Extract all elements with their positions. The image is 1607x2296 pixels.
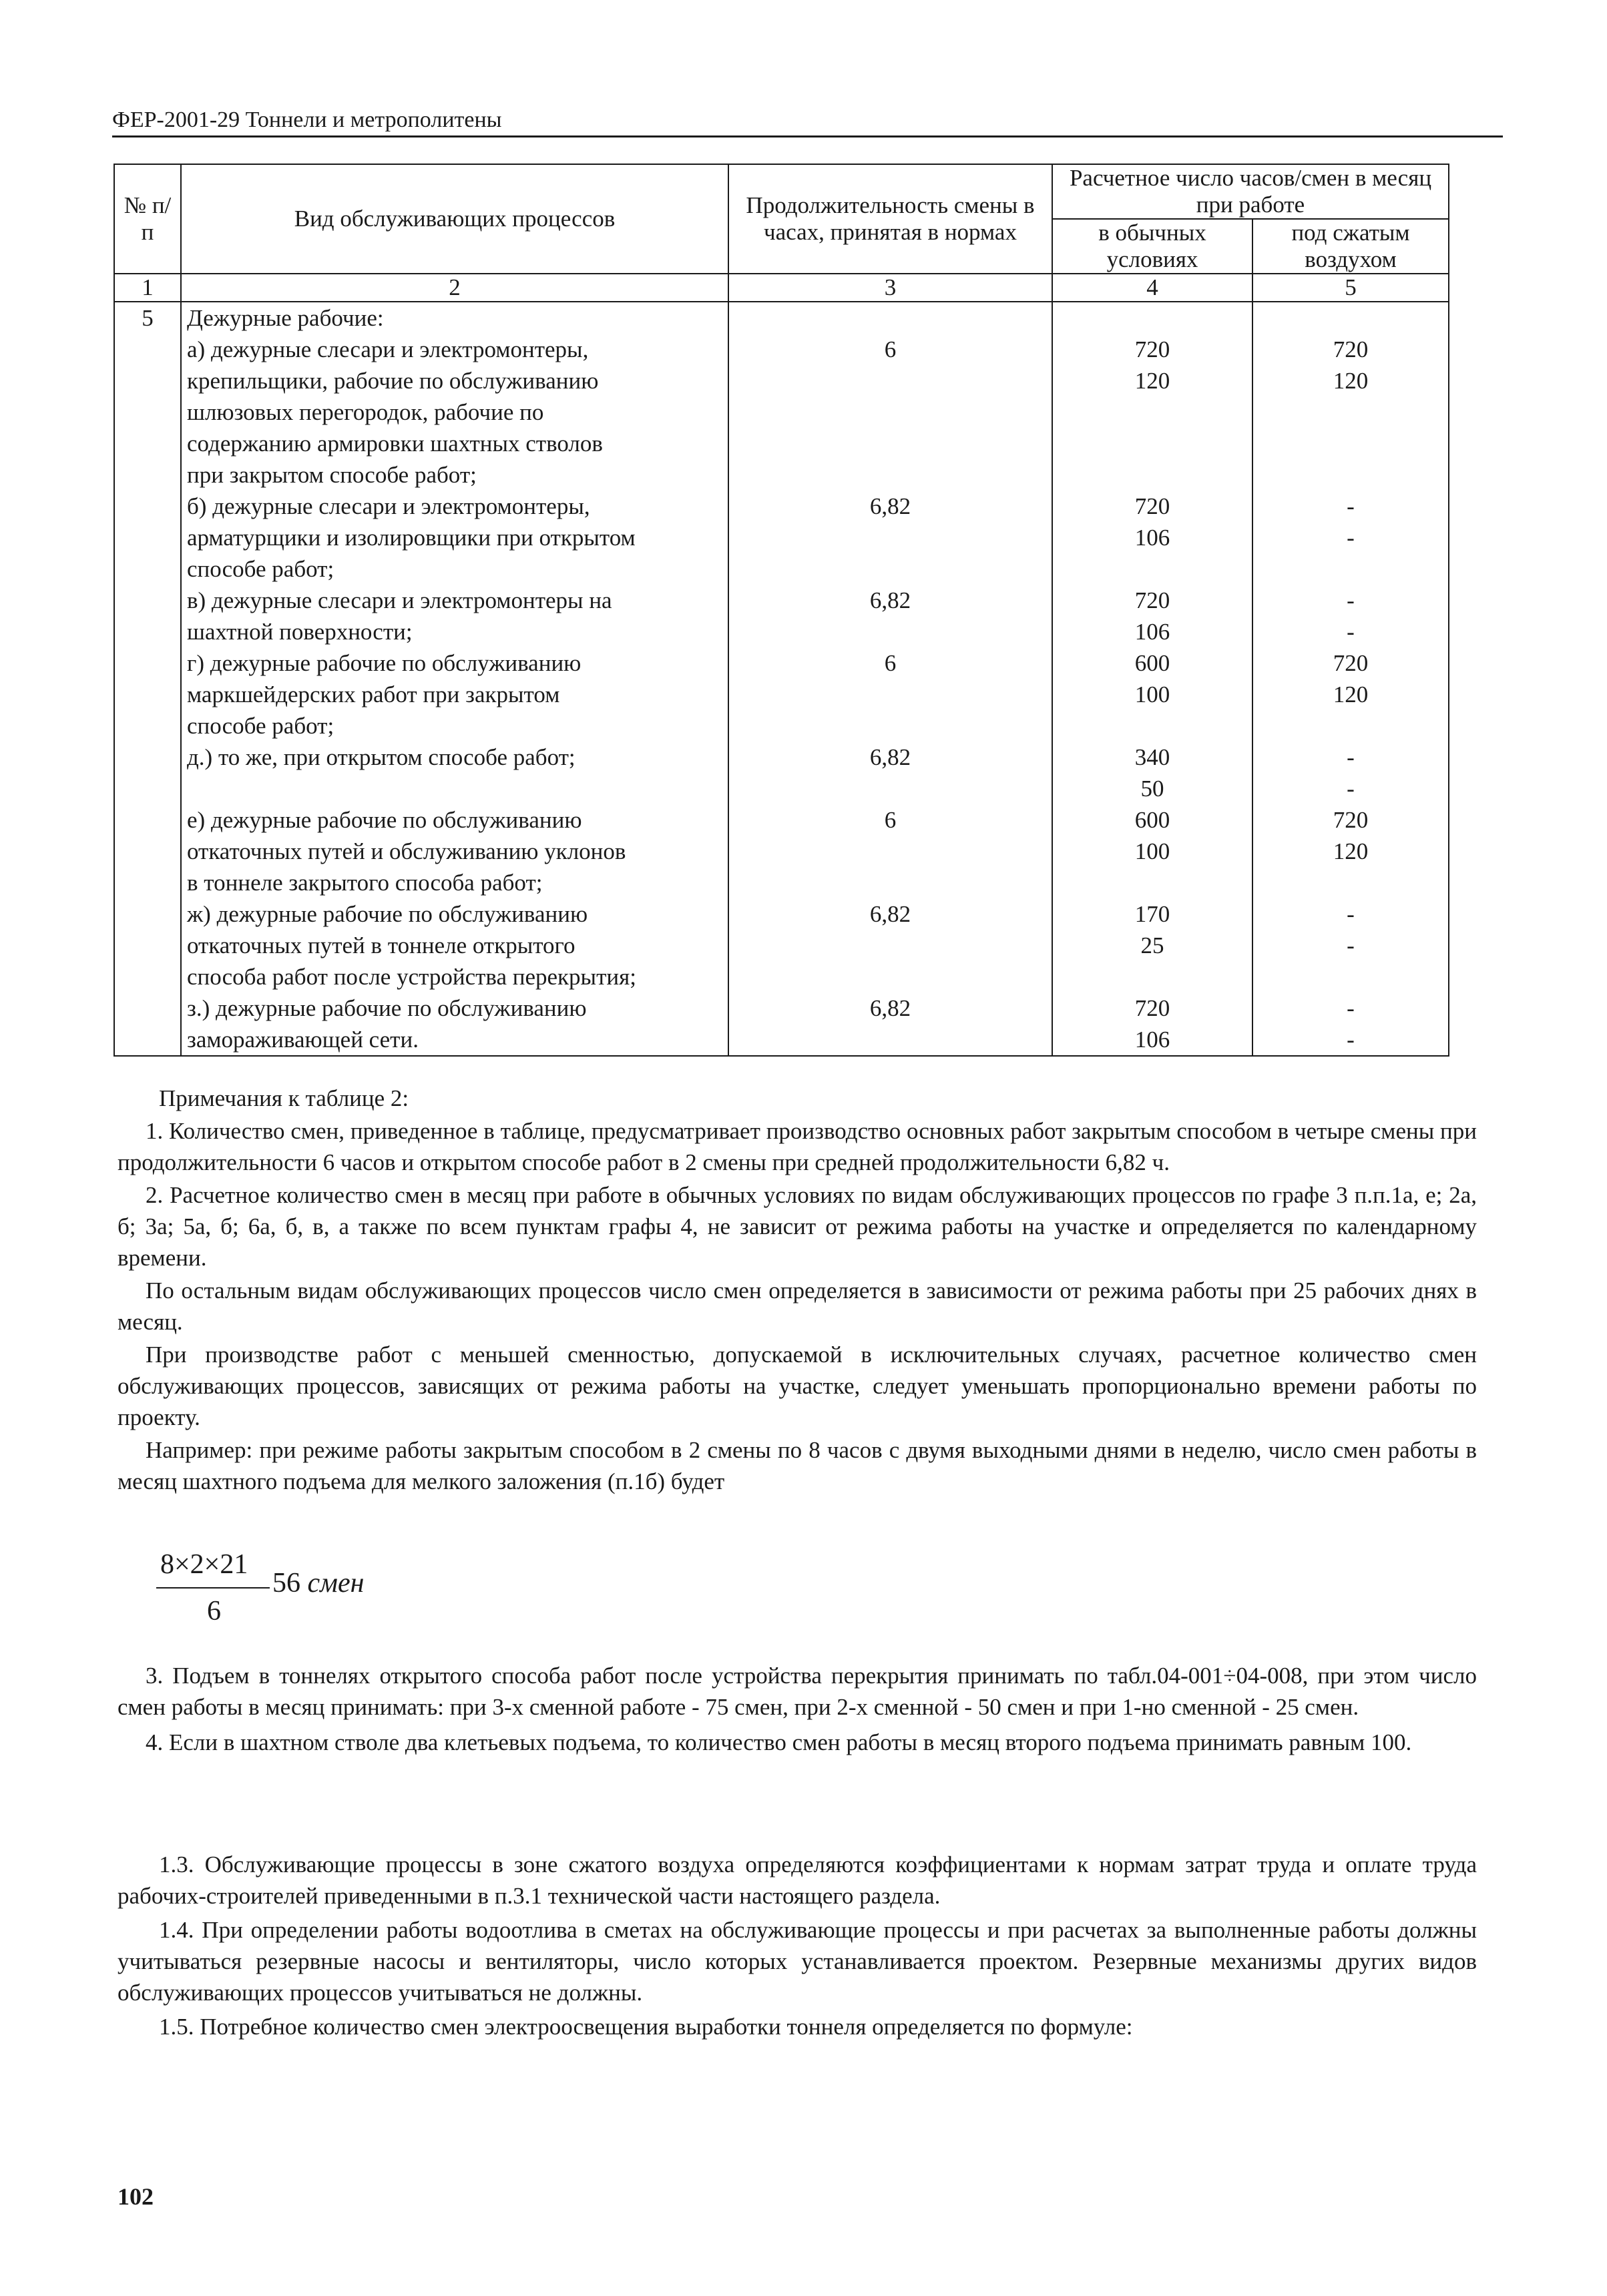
process-description bbox=[181, 742, 728, 804]
description-line: способа работ после устройства перекрытия; bbox=[187, 964, 636, 990]
duration-cell bbox=[728, 804, 1052, 898]
normal-value: 600 bbox=[1134, 807, 1170, 833]
normal-value: 50 bbox=[1140, 776, 1164, 802]
air-value: - bbox=[1347, 587, 1355, 613]
normal-value: 720 bbox=[1134, 336, 1170, 362]
description-line: откаточных путей в тоннеле открытого bbox=[187, 932, 576, 958]
table-row bbox=[114, 898, 1449, 992]
note-paragraph: При производстве работ с меньшей сменностью, допускаемой в исключительных случаях, расчетное количество смен обслуживающих процессов, зависящих от режима работы на участке, следует уменьшать пропорционально времени работы по проекту. bbox=[118, 1342, 1477, 1430]
table-notes-continued bbox=[118, 1660, 1477, 1762]
description-line: б) дежурные слесари и электромонтеры, bbox=[187, 493, 590, 519]
section-paragraph: 1.3. Обслуживающие процессы в зоне сжатого воздуха определяются коэффициентами к нормам затрат труда и оплате труда рабочих-строителей приведенными в п.3.1 технической части настоящего раздела. bbox=[118, 1851, 1477, 1909]
formula-result-value: 56 bbox=[272, 1568, 300, 1599]
normal-value: 100 bbox=[1134, 681, 1170, 707]
process-description bbox=[181, 898, 728, 992]
description-line: при закрытом способе работ; bbox=[187, 462, 477, 488]
description-line: крепильщики, рабочие по обслуживанию bbox=[187, 368, 599, 394]
air-value: 720 bbox=[1333, 650, 1369, 676]
normal-value: 720 bbox=[1134, 587, 1170, 613]
duration-cell bbox=[728, 647, 1052, 742]
normal-value: 106 bbox=[1134, 1027, 1170, 1053]
duration-value: 6 bbox=[884, 336, 897, 362]
duration-cell bbox=[728, 585, 1052, 647]
description-line: з.) дежурные рабочие по обслуживанию bbox=[187, 995, 587, 1021]
duration-cell bbox=[728, 491, 1052, 585]
air-value: - bbox=[1347, 619, 1355, 645]
process-description bbox=[181, 585, 728, 647]
section-text bbox=[118, 1849, 1477, 2045]
column-number: 1 bbox=[114, 274, 181, 302]
row-heading: Дежурные рабочие: bbox=[181, 302, 728, 334]
compressed-air-cell bbox=[1252, 992, 1449, 1056]
description-line: содержанию армировки шахтных стволов bbox=[187, 431, 603, 457]
normal-value: 106 bbox=[1134, 525, 1170, 551]
notes-title: Примечания к таблице 2: bbox=[159, 1085, 409, 1111]
compressed-air-cell bbox=[1252, 491, 1449, 585]
normal-conditions-cell bbox=[1052, 585, 1252, 647]
air-value: 120 bbox=[1333, 681, 1369, 707]
table-row bbox=[114, 992, 1449, 1056]
header-normal: в обычных условиях bbox=[1052, 219, 1252, 274]
air-value: 120 bbox=[1333, 368, 1369, 394]
duration-cell bbox=[728, 992, 1052, 1056]
normal-conditions-cell bbox=[1052, 804, 1252, 898]
duration-value: 6 bbox=[884, 807, 897, 833]
description-line bbox=[187, 773, 722, 804]
air-value: 720 bbox=[1333, 807, 1369, 833]
compressed-air-cell bbox=[1252, 334, 1449, 491]
compressed-air-cell bbox=[1252, 742, 1449, 804]
fraction-bar bbox=[156, 1587, 270, 1589]
page-header: ФЕР-2001-29 Тоннели и метрополитены bbox=[112, 107, 502, 132]
page-number: 102 bbox=[118, 2183, 154, 2210]
duration-cell bbox=[728, 334, 1052, 491]
duration-value: 6,82 bbox=[869, 744, 911, 770]
note-paragraph: 1. Количество смен, приведенное в таблице, предусматривает производство основных работ закрытым способом в четыре смены при продолжительности 6 часов и открытом способе работ в 2 смены при средней продолжительности 6,82 ч. bbox=[118, 1118, 1477, 1175]
column-number: 5 bbox=[1252, 274, 1449, 302]
column-number: 2 bbox=[181, 274, 728, 302]
normal-value: 720 bbox=[1134, 493, 1170, 519]
table-notes bbox=[118, 1083, 1477, 1498]
note-paragraph: 2. Расчетное количество смен в месяц при работе в обычных условиях по видам обслуживающих процессов по графе 3 п.п.1а, е; 2а, б; 3а; 5а, б; 6а, б, в, а также по всем пунктам графы 4, не зависит от режима работы на участке и определяется по календарному времени. bbox=[118, 1182, 1477, 1271]
normal-conditions-cell bbox=[1052, 647, 1252, 742]
duration-value: 6,82 bbox=[869, 995, 911, 1021]
note-paragraph: По остальным видам обслуживающих процессов число смен определяется в зависимости от режима работы при 25 рабочих днях в месяц. bbox=[118, 1277, 1477, 1335]
description-line: шахтной поверхности; bbox=[187, 619, 413, 645]
header-air: под сжатым воздухом bbox=[1252, 219, 1449, 274]
description-line: шлюзовых перегородок, рабочие по bbox=[187, 399, 544, 425]
description-line: замораживающей сети. bbox=[187, 1027, 419, 1053]
air-value: - bbox=[1347, 776, 1355, 802]
formula-unit: смен bbox=[307, 1568, 365, 1599]
normal-conditions-cell bbox=[1052, 742, 1252, 804]
process-description bbox=[181, 491, 728, 585]
description-line: в тоннеле закрытого способа работ; bbox=[187, 870, 543, 896]
description-line: ж) дежурные рабочие по обслуживанию bbox=[187, 901, 588, 927]
header-no: № п/п bbox=[114, 164, 181, 274]
compressed-air-cell bbox=[1252, 898, 1449, 992]
formula-numerator: 8×2×21 bbox=[160, 1549, 248, 1580]
process-description bbox=[181, 647, 728, 742]
column-number: 3 bbox=[728, 274, 1052, 302]
normal-value: 106 bbox=[1134, 619, 1170, 645]
header-calc: Расчетное число часов/смен в месяц при работе bbox=[1052, 164, 1449, 219]
description-line: способе работ; bbox=[187, 556, 334, 582]
normal-conditions-cell bbox=[1052, 334, 1252, 491]
description-line: в) дежурные слесари и электромонтеры на bbox=[187, 587, 612, 613]
formula-result bbox=[272, 1567, 364, 1599]
process-description bbox=[181, 992, 728, 1056]
duration-cell bbox=[728, 742, 1052, 804]
duration-value: 6 bbox=[884, 650, 897, 676]
process-description bbox=[181, 804, 728, 898]
air-value: - bbox=[1347, 995, 1355, 1021]
normal-value: 340 bbox=[1134, 744, 1170, 770]
note-paragraph: 3. Подъем в тоннелях открытого способа работ после устройства перекрытия принимать по табл.04-001÷04-008, при этом число смен работы в месяц принимать: при 3-х сменной работе - 75 смен, при 2-х сменной - 50 смен и при 1-но сменной - 25 смен. bbox=[118, 1663, 1477, 1720]
normal-conditions-cell bbox=[1052, 491, 1252, 585]
process-description bbox=[181, 334, 728, 491]
column-number: 4 bbox=[1052, 274, 1252, 302]
normal-value: 600 bbox=[1134, 650, 1170, 676]
air-value: - bbox=[1347, 932, 1355, 958]
duration-value: 6,82 bbox=[869, 901, 911, 927]
table-row bbox=[114, 585, 1449, 647]
air-value: 120 bbox=[1333, 838, 1369, 864]
description-line: е) дежурные рабочие по обслуживанию bbox=[187, 807, 582, 833]
row-number: 5 bbox=[114, 302, 181, 334]
note-paragraph: Например: при режиме работы закрытым способом в 2 смены по 8 часов с двумя выходными днями в неделю, число смен работы в месяц шахтного подъема для мелкого заложения (п.1б) будет bbox=[118, 1437, 1477, 1494]
description-line: д.) то же, при открытом способе работ; bbox=[187, 744, 576, 770]
normal-value: 120 bbox=[1134, 368, 1170, 394]
header-duration: Продолжительность смены в часах, принятая в нормах bbox=[728, 164, 1052, 274]
description-line: откаточных путей и обслуживанию уклонов bbox=[187, 838, 626, 864]
table-row bbox=[114, 804, 1449, 898]
table-row bbox=[114, 742, 1449, 804]
table-row bbox=[114, 302, 1449, 334]
duration-cell bbox=[728, 898, 1052, 992]
formula-denominator: 6 bbox=[207, 1596, 221, 1627]
table-row bbox=[114, 334, 1449, 491]
description-line: а) дежурные слесари и электромонтеры, bbox=[187, 336, 589, 362]
normal-value: 25 bbox=[1140, 932, 1164, 958]
description-line: способе работ; bbox=[187, 713, 334, 739]
air-value: - bbox=[1347, 493, 1355, 519]
compressed-air-cell bbox=[1252, 647, 1449, 742]
section-paragraph: 1.4. При определении работы водоотлива в сметах на обслуживающие процессы и при расчетах за выполненные работы должны учитываться резервные насосы и вентиляторы, число которых устанавливается проектом. Резервные механизмы других видов обслуживающих процессов учитываться не должны. bbox=[118, 1917, 1477, 2006]
section-paragraph: 1.5. Потребное количество смен электроосвещения выработки тоннеля определяется по формуле: bbox=[159, 2014, 1133, 2040]
normal-conditions-cell bbox=[1052, 898, 1252, 992]
table-row bbox=[114, 491, 1449, 585]
air-value: - bbox=[1347, 525, 1355, 551]
normal-value: 100 bbox=[1134, 838, 1170, 864]
normal-conditions-cell bbox=[1052, 992, 1252, 1056]
description-line: г) дежурные рабочие по обслуживанию bbox=[187, 650, 582, 676]
normal-value: 720 bbox=[1134, 995, 1170, 1021]
duration-value: 6,82 bbox=[869, 587, 911, 613]
air-value: - bbox=[1347, 901, 1355, 927]
header-rule bbox=[112, 135, 1503, 137]
compressed-air-cell bbox=[1252, 804, 1449, 898]
normal-value: 170 bbox=[1134, 901, 1170, 927]
duration-value: 6,82 bbox=[869, 493, 911, 519]
description-line: арматурщики и изолировщики при открытом bbox=[187, 525, 636, 551]
description-line: маркшейдерских работ при закрытом bbox=[187, 681, 560, 707]
table-row bbox=[114, 647, 1449, 742]
air-value: - bbox=[1347, 1027, 1355, 1053]
air-value: - bbox=[1347, 744, 1355, 770]
header-process: Вид обслуживающих процессов bbox=[181, 164, 728, 274]
note-paragraph: 4. Если в шахтном стволе два клетьевых подъема, то количество смен работы в месяц второго подъема принимать равным 100. bbox=[146, 1729, 1412, 1755]
air-value: 720 bbox=[1333, 336, 1369, 362]
compressed-air-cell bbox=[1252, 585, 1449, 647]
norms-table bbox=[113, 164, 1449, 1057]
